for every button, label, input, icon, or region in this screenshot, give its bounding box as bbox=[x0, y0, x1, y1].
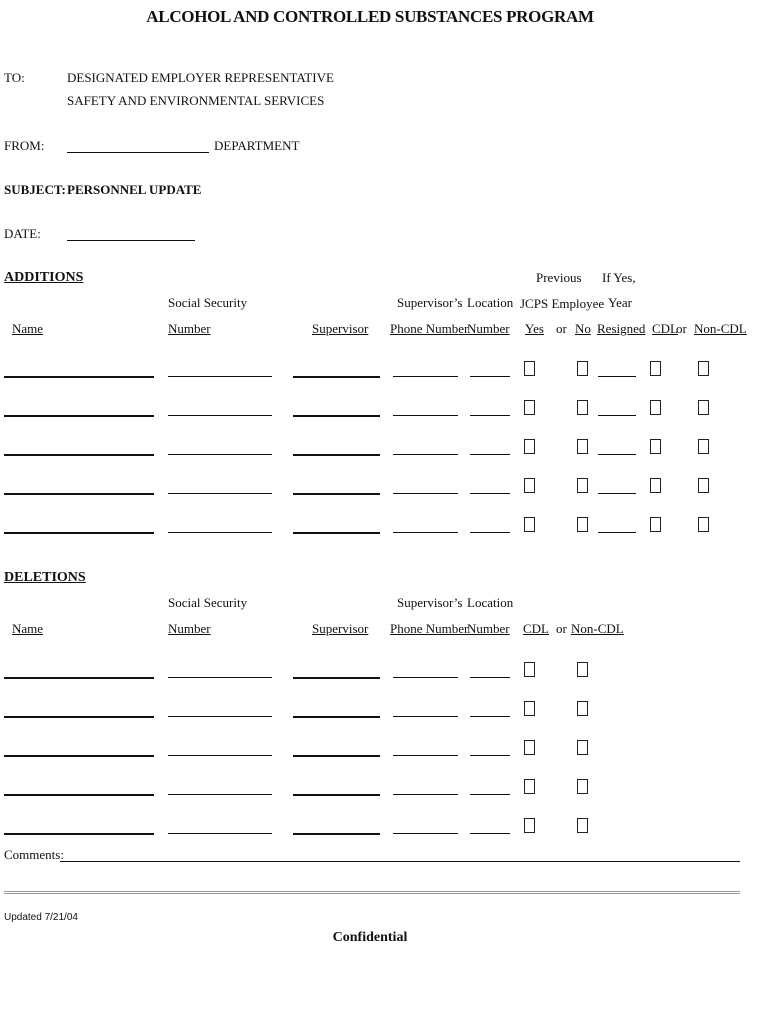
additions-col-resigned: Resigned bbox=[597, 321, 646, 336]
additions-location-field[interactable] bbox=[470, 532, 510, 533]
additions-col-noncdl: Non-CDL bbox=[694, 321, 747, 336]
additions-no-checkbox[interactable] bbox=[577, 478, 588, 493]
additions-noncdl-checkbox[interactable] bbox=[698, 439, 709, 454]
deletions-cdl-checkbox[interactable] bbox=[524, 701, 535, 716]
additions-no-checkbox[interactable] bbox=[577, 400, 588, 415]
additions-col-ifyes-line1: If Yes, bbox=[602, 270, 636, 285]
additions-yes-checkbox[interactable] bbox=[524, 361, 535, 376]
additions-phone-field[interactable] bbox=[393, 493, 458, 494]
deletions-col-name: Name bbox=[12, 621, 44, 636]
deletions-ssn-field[interactable] bbox=[168, 755, 272, 756]
additions-yes-checkbox[interactable] bbox=[524, 400, 535, 415]
additions-location-field[interactable] bbox=[470, 415, 510, 416]
deletions-col-location-line2: Number bbox=[467, 621, 510, 636]
deletions-phone-field[interactable] bbox=[393, 677, 458, 678]
deletions-supervisor-field[interactable] bbox=[293, 755, 380, 757]
deletions-cdl-checkbox[interactable] bbox=[524, 818, 535, 833]
deletions-phone-field[interactable] bbox=[393, 833, 458, 834]
additions-ssn-field[interactable] bbox=[168, 493, 272, 494]
additions-year-resigned-field[interactable] bbox=[598, 376, 636, 377]
deletions-heading: DELETIONS bbox=[4, 570, 86, 585]
from-field[interactable] bbox=[67, 152, 209, 153]
deletions-col-noncdl: Non-CDL bbox=[571, 621, 624, 636]
subject-label: SUBJECT: bbox=[4, 182, 66, 197]
deletions-ssn-field[interactable] bbox=[168, 794, 272, 795]
additions-col-phone-line2: Phone Number bbox=[390, 321, 469, 336]
deletions-col-supervisor: Supervisor bbox=[312, 621, 369, 636]
deletions-supervisor-field[interactable] bbox=[293, 794, 380, 796]
additions-phone-field[interactable] bbox=[393, 532, 458, 533]
additions-name-field[interactable] bbox=[4, 376, 154, 378]
deletions-noncdl-checkbox[interactable] bbox=[577, 662, 588, 677]
additions-cdl-checkbox[interactable] bbox=[650, 478, 661, 493]
additions-col-no: No bbox=[575, 321, 591, 336]
additions-noncdl-checkbox[interactable] bbox=[698, 517, 709, 532]
deletions-name-field[interactable] bbox=[4, 716, 154, 718]
deletions-location-field[interactable] bbox=[470, 716, 510, 717]
deletions-noncdl-checkbox[interactable] bbox=[577, 740, 588, 755]
additions-name-field[interactable] bbox=[4, 532, 154, 534]
comments-field[interactable] bbox=[60, 861, 740, 862]
additions-ssn-field[interactable] bbox=[168, 376, 272, 377]
deletions-supervisor-field[interactable] bbox=[293, 677, 380, 679]
deletions-noncdl-checkbox[interactable] bbox=[577, 779, 588, 794]
deletions-cdl-checkbox[interactable] bbox=[524, 662, 535, 677]
deletions-col-cdl: CDL bbox=[523, 621, 549, 636]
additions-ssn-field[interactable] bbox=[168, 415, 272, 416]
deletions-ssn-field[interactable] bbox=[168, 677, 272, 678]
additions-col-ssn-line2: Number bbox=[168, 321, 211, 336]
deletions-phone-field[interactable] bbox=[393, 716, 458, 717]
additions-location-field[interactable] bbox=[470, 493, 510, 494]
deletions-phone-field[interactable] bbox=[393, 755, 458, 756]
additions-name-field[interactable] bbox=[4, 415, 154, 417]
additions-phone-field[interactable] bbox=[393, 376, 458, 377]
confidential-label: Confidential bbox=[332, 930, 408, 945]
additions-no-checkbox[interactable] bbox=[577, 439, 588, 454]
from-department-label: DEPARTMENT bbox=[214, 138, 300, 153]
additions-name-field[interactable] bbox=[4, 454, 154, 456]
deletions-name-field[interactable] bbox=[4, 755, 154, 757]
additions-noncdl-checkbox[interactable] bbox=[698, 400, 709, 415]
deletions-col-or: or bbox=[556, 621, 567, 636]
comments-label: Comments: bbox=[4, 847, 64, 862]
additions-col-previous-line1: Previous bbox=[536, 270, 582, 285]
form-title: ALCOHOL AND CONTROLLED SUBSTANCES PROGRAM bbox=[146, 7, 594, 26]
deletions-col-ssn-line2: Number bbox=[168, 621, 211, 636]
additions-location-field[interactable] bbox=[470, 376, 510, 377]
from-label: FROM: bbox=[4, 138, 45, 153]
additions-year-resigned-field[interactable] bbox=[598, 532, 636, 533]
additions-col-phone-line1: Supervisor’s bbox=[397, 295, 463, 310]
deletions-col-ssn-line1: Social Security bbox=[168, 595, 248, 610]
additions-col-location-line2: Number bbox=[467, 321, 510, 336]
deletions-cdl-checkbox[interactable] bbox=[524, 740, 535, 755]
deletions-location-field[interactable] bbox=[470, 677, 510, 678]
additions-cdl-checkbox[interactable] bbox=[650, 517, 661, 532]
to-line-2: SAFETY AND ENVIRONMENTAL SERVICES bbox=[67, 93, 325, 108]
additions-yes-checkbox[interactable] bbox=[524, 439, 535, 454]
deletions-location-field[interactable] bbox=[470, 794, 510, 795]
additions-heading: ADDITIONS bbox=[4, 270, 84, 285]
additions-col-name: Name bbox=[12, 321, 44, 336]
additions-col-supervisor: Supervisor bbox=[312, 321, 369, 336]
additions-year-resigned-field[interactable] bbox=[598, 493, 636, 494]
additions-supervisor-field[interactable] bbox=[293, 493, 380, 495]
to-label: TO: bbox=[4, 70, 25, 85]
additions-col-previous-line2: JCPS Employee bbox=[520, 296, 605, 311]
additions-supervisor-field[interactable] bbox=[293, 415, 380, 417]
deletions-location-field[interactable] bbox=[470, 755, 510, 756]
deletions-name-field[interactable] bbox=[4, 833, 154, 835]
subject-value: PERSONNEL UPDATE bbox=[67, 182, 202, 197]
additions-no-checkbox[interactable] bbox=[577, 517, 588, 532]
deletions-noncdl-checkbox[interactable] bbox=[577, 701, 588, 716]
deletions-noncdl-checkbox[interactable] bbox=[577, 818, 588, 833]
additions-location-field[interactable] bbox=[470, 454, 510, 455]
additions-yes-checkbox[interactable] bbox=[524, 478, 535, 493]
additions-supervisor-field[interactable] bbox=[293, 532, 380, 534]
additions-col-cdl: CDL bbox=[652, 321, 678, 336]
deletions-phone-field[interactable] bbox=[393, 794, 458, 795]
deletions-col-location-line1: Location bbox=[467, 595, 514, 610]
additions-supervisor-field[interactable] bbox=[293, 376, 380, 378]
additions-col-ssn-line1: Social Security bbox=[168, 295, 248, 310]
updated-date: Updated 7/21/04 bbox=[4, 912, 78, 923]
additions-no-checkbox[interactable] bbox=[577, 361, 588, 376]
deletions-ssn-field[interactable] bbox=[168, 833, 272, 834]
additions-supervisor-field[interactable] bbox=[293, 454, 380, 456]
additions-col-or-1: or bbox=[556, 321, 567, 336]
deletions-col-phone-line1: Supervisor’s bbox=[397, 595, 463, 610]
additions-year-resigned-field[interactable] bbox=[598, 454, 636, 455]
additions-cdl-checkbox[interactable] bbox=[650, 361, 661, 376]
deletions-col-phone-line2: Phone Number bbox=[390, 621, 469, 636]
deletions-ssn-field[interactable] bbox=[168, 716, 272, 717]
additions-ssn-field[interactable] bbox=[168, 532, 272, 533]
deletions-name-field[interactable] bbox=[4, 677, 154, 679]
deletions-supervisor-field[interactable] bbox=[293, 716, 380, 718]
separator-line bbox=[4, 891, 740, 894]
deletions-name-field[interactable] bbox=[4, 794, 154, 796]
deletions-supervisor-field[interactable] bbox=[293, 833, 380, 835]
additions-noncdl-checkbox[interactable] bbox=[698, 478, 709, 493]
to-line-1: DESIGNATED EMPLOYER REPRESENTATIVE bbox=[67, 70, 334, 85]
date-field[interactable] bbox=[67, 240, 195, 241]
additions-name-field[interactable] bbox=[4, 493, 154, 495]
additions-noncdl-checkbox[interactable] bbox=[698, 361, 709, 376]
deletions-location-field[interactable] bbox=[470, 833, 510, 834]
additions-year-resigned-field[interactable] bbox=[598, 415, 636, 416]
additions-phone-field[interactable] bbox=[393, 454, 458, 455]
additions-ssn-field[interactable] bbox=[168, 454, 272, 455]
deletions-cdl-checkbox[interactable] bbox=[524, 779, 535, 794]
additions-col-ifyes-line2: Year bbox=[608, 295, 632, 310]
additions-phone-field[interactable] bbox=[393, 415, 458, 416]
additions-cdl-checkbox[interactable] bbox=[650, 439, 661, 454]
additions-yes-checkbox[interactable] bbox=[524, 517, 535, 532]
additions-col-location-line1: Location bbox=[467, 295, 514, 310]
additions-cdl-checkbox[interactable] bbox=[650, 400, 661, 415]
additions-col-or-2: or bbox=[676, 321, 687, 336]
date-label: DATE: bbox=[4, 226, 41, 241]
additions-col-yes: Yes bbox=[525, 321, 544, 336]
